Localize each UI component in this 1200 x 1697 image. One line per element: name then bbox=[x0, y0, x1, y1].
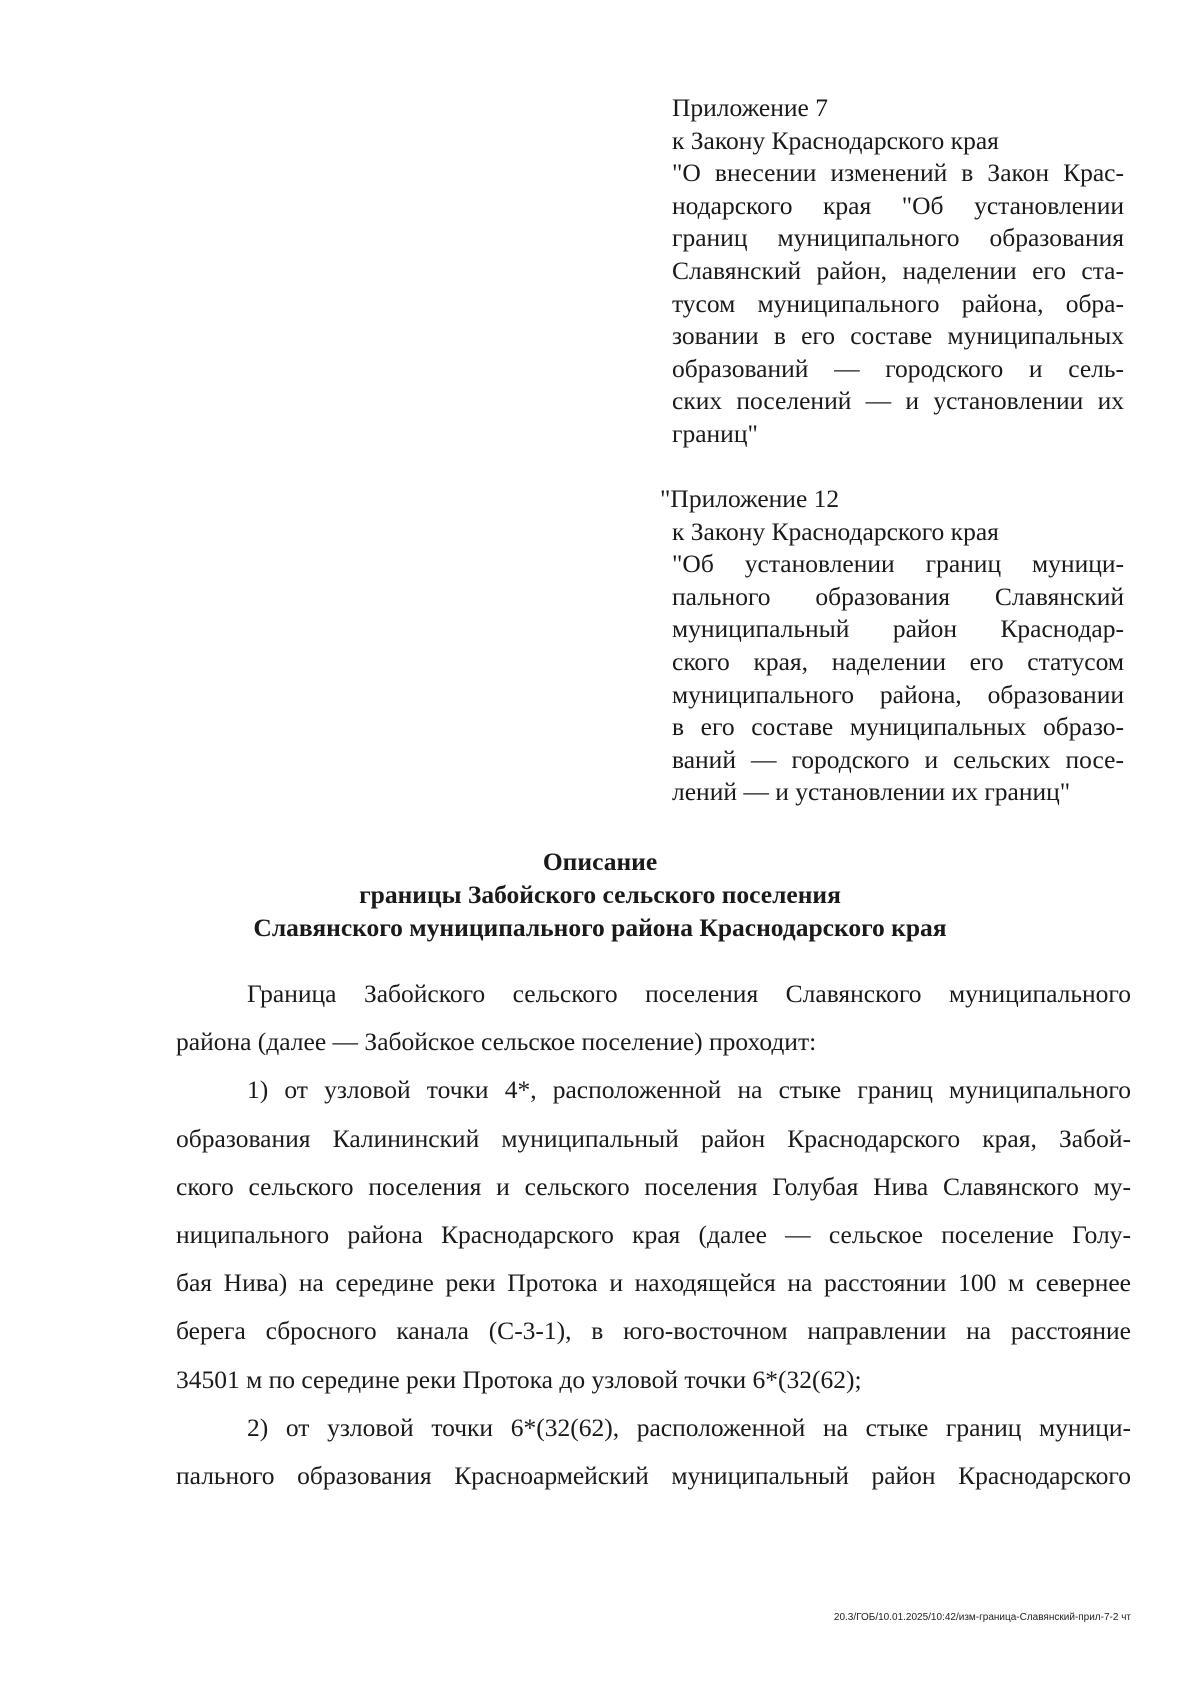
appendix-7-line: границ" bbox=[672, 418, 758, 448]
appendix-12-line: к Закону Краснодарского края bbox=[672, 516, 999, 546]
appendix-7-line: "О внесении изменений в Закон Крас- bbox=[672, 158, 1124, 188]
appendix-12-line: муниципального района, образовании bbox=[672, 679, 1124, 709]
appendix-12-block bbox=[660, 483, 1124, 809]
body-line: 34501 м по середине реки Протока до узловой точки 6*(32(62); bbox=[176, 1364, 862, 1394]
body-line: бая Нива) на середине реки Протока и находящейся на расстоянии 100 м севернее bbox=[176, 1268, 1131, 1298]
document-body bbox=[176, 970, 1131, 1500]
document-footer-code: 20.3/ГОБ/10.01.2025/10:42/изм-граница-Славянский-прил-7-2 чт bbox=[833, 1612, 1131, 1623]
body-line: образования Калининский муниципальный район Краснодарского края, Забой- bbox=[176, 1123, 1131, 1153]
appendix-12-line: ваний — городского и сельских посе- bbox=[672, 744, 1124, 774]
body-line: района (далее — Забойское сельское поселение) проходит: bbox=[176, 1027, 817, 1057]
appendix-12-line: "Об установлении границ муници- bbox=[672, 549, 1124, 579]
appendix-7-line: границ муниципального образования bbox=[672, 223, 1124, 253]
appendix-7-line: к Закону Краснодарского края bbox=[672, 125, 999, 155]
body-line: ского сельского поселения и сельского поселения Голубая Нива Славянского му- bbox=[176, 1171, 1131, 1201]
body-line: 1) от узловой точки 4*, расположенной на стыке границ муниципального bbox=[247, 1075, 1131, 1105]
body-line: берега сбросного канала (С-3-1), в юго-восточном направлении на расстояние bbox=[176, 1316, 1131, 1346]
heading-line: границы Забойского сельского поселения bbox=[359, 880, 841, 909]
appendix-12-line: "Приложение 12 bbox=[660, 484, 840, 513]
appendix-7-line: ских поселений — и установлении их bbox=[672, 386, 1124, 416]
document-heading bbox=[0, 845, 1200, 944]
appendix-12-line: лений — и установлении их границ" bbox=[672, 777, 1071, 807]
body-line: 2) от узловой точки 6*(32(62), расположенной на стыке границ муници- bbox=[247, 1412, 1131, 1442]
body-line: пального образования Красноармейский муниципальный район Краснодарского bbox=[176, 1461, 1131, 1491]
body-line: ниципального района Краснодарского края (далее — сельское поселение Голу- bbox=[176, 1220, 1131, 1250]
appendix-7-line: Приложение 7 bbox=[672, 93, 828, 122]
appendix-12-line: в его составе муниципальных образо- bbox=[672, 712, 1124, 742]
appendix-12-line: ского края, наделении его статусом bbox=[672, 646, 1124, 676]
appendix-7-line: тусом муниципального района, обра- bbox=[672, 288, 1124, 318]
heading-line: Описание bbox=[542, 847, 658, 876]
heading-line: Славянского муниципального района Краснодарского края bbox=[253, 913, 947, 942]
appendix-7-line: образований — городского и сель- bbox=[672, 353, 1124, 383]
appendix-12-line: пального образования Славянский bbox=[672, 581, 1124, 611]
appendix-7-block bbox=[672, 92, 1124, 451]
appendix-7-line: нодарского края "Об установлении bbox=[672, 190, 1124, 220]
appendix-7-line: Славянский район, наделении его ста- bbox=[672, 255, 1124, 285]
appendix-12-line: муниципальный район Краснодар- bbox=[672, 614, 1124, 644]
appendix-7-line: зовании в его составе муниципальных bbox=[672, 321, 1124, 351]
body-line: Граница Забойского сельского поселения Славянского муниципального bbox=[247, 979, 1131, 1008]
